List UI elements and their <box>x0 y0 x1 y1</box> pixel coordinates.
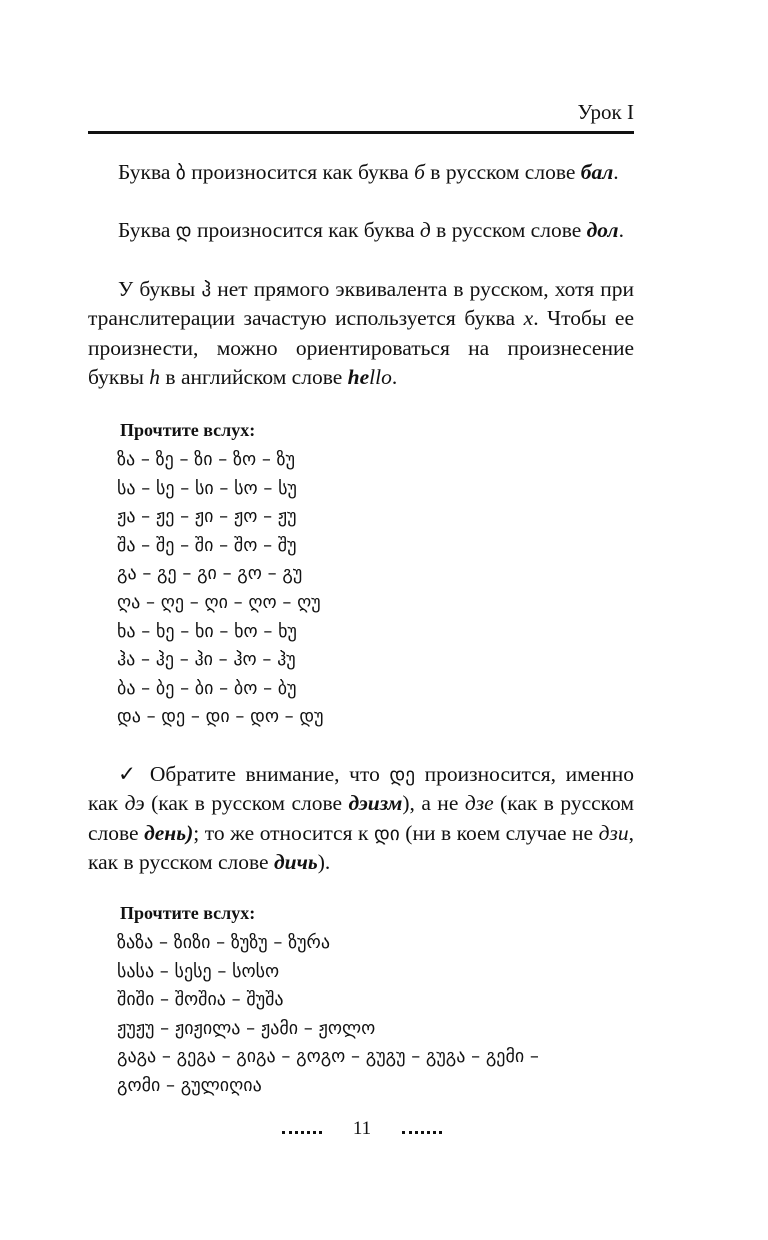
word-drill <box>117 929 637 1101</box>
drill-line: გაგა – გეგა – გიგა – გოგო – გუგუ – გუგა – გემი – <box>117 1046 539 1068</box>
footer-dots-right <box>402 1131 442 1134</box>
russian-letter: х <box>523 306 534 331</box>
drill-line: ხა – ხე – ხი – ხო – ხუ <box>117 620 297 642</box>
drill-line: ღა – ღე – ღი – ღო – ღუ <box>117 591 321 613</box>
example-word-italic-part: llo <box>369 365 392 390</box>
drill-line: ზა – ზე – ზი – ზო – ზუ <box>117 449 295 470</box>
drill-line: გა – გე – გი – გო – გუ <box>117 563 303 585</box>
paragraph-letter-h: У буквы ჰ нет прямого эквивалента в русском, хотя при транслитерации зачастую используется буква х. Чтобы ее произнести, можно ориентироваться на произнесение буквы h в английском слове hello. <box>88 277 635 390</box>
drill-line: სასა – სესე – სოსო <box>117 960 280 982</box>
example-word: бал <box>580 160 614 184</box>
syllable-drill <box>117 446 637 732</box>
running-header: Урок I <box>577 100 634 124</box>
russian-letter: д <box>419 218 431 242</box>
drill-line: ჰა – ჰე – ჰი – ჰო – ჰუ <box>117 649 296 671</box>
drill-line: ჟუჟუ – ჟიჟილა – ჟამი – ჟოლო <box>117 1017 376 1039</box>
paragraph-letter-b: Буква ბ произносится как буква б в русском слове бал. <box>118 160 619 184</box>
drill-line: და – დე – დი – დო – დუ <box>117 706 324 728</box>
georgian-letter: ჰ <box>201 278 212 301</box>
example-word: дол <box>586 218 619 242</box>
drill-line: გომი – გულიღია <box>117 1074 262 1096</box>
pronunciation-note: ✓ Обратите внимание, что დე произносится, именно как дэ (как в русском слове дэизм), а не дзе (как в русском слове день); то же относится к დი (ни в коем случае не дзи, как в русском слове дичь). <box>88 762 634 875</box>
checkmark-icon: ✓ <box>118 762 141 786</box>
drill-line: ზაზა – ზიზი – ზუზუ – ზურა <box>117 932 330 953</box>
english-letter: h <box>149 365 161 390</box>
georgian-letter: ბ <box>175 161 186 184</box>
drill-line: ბა – ბე – ბი – ბო – ბუ <box>117 677 297 699</box>
drill-line: შა – შე – ში – შო – შუ <box>117 534 297 556</box>
example-word-bold-part: he <box>347 365 370 390</box>
russian-letter: б <box>414 160 425 184</box>
drill-line: სა – სე – სი – სო – სუ <box>117 477 297 499</box>
paragraph-letter-d: Буква დ произносится как буква д в русском слове дол. <box>118 218 624 242</box>
page-footer <box>282 1118 442 1144</box>
drill-line: ჟა – ჟე – ჟი – ჟო – ჟუ <box>117 506 297 528</box>
page-number: 11 <box>352 1118 372 1139</box>
drill-line: შიში – შოშია – შუშა <box>117 989 284 1011</box>
book-page <box>88 0 634 1240</box>
header-rule <box>88 131 634 134</box>
exercise-heading: Прочтите вслух: <box>120 420 256 440</box>
georgian-letter: დ <box>175 219 192 242</box>
exercise-heading: Прочтите вслух: <box>120 903 256 923</box>
